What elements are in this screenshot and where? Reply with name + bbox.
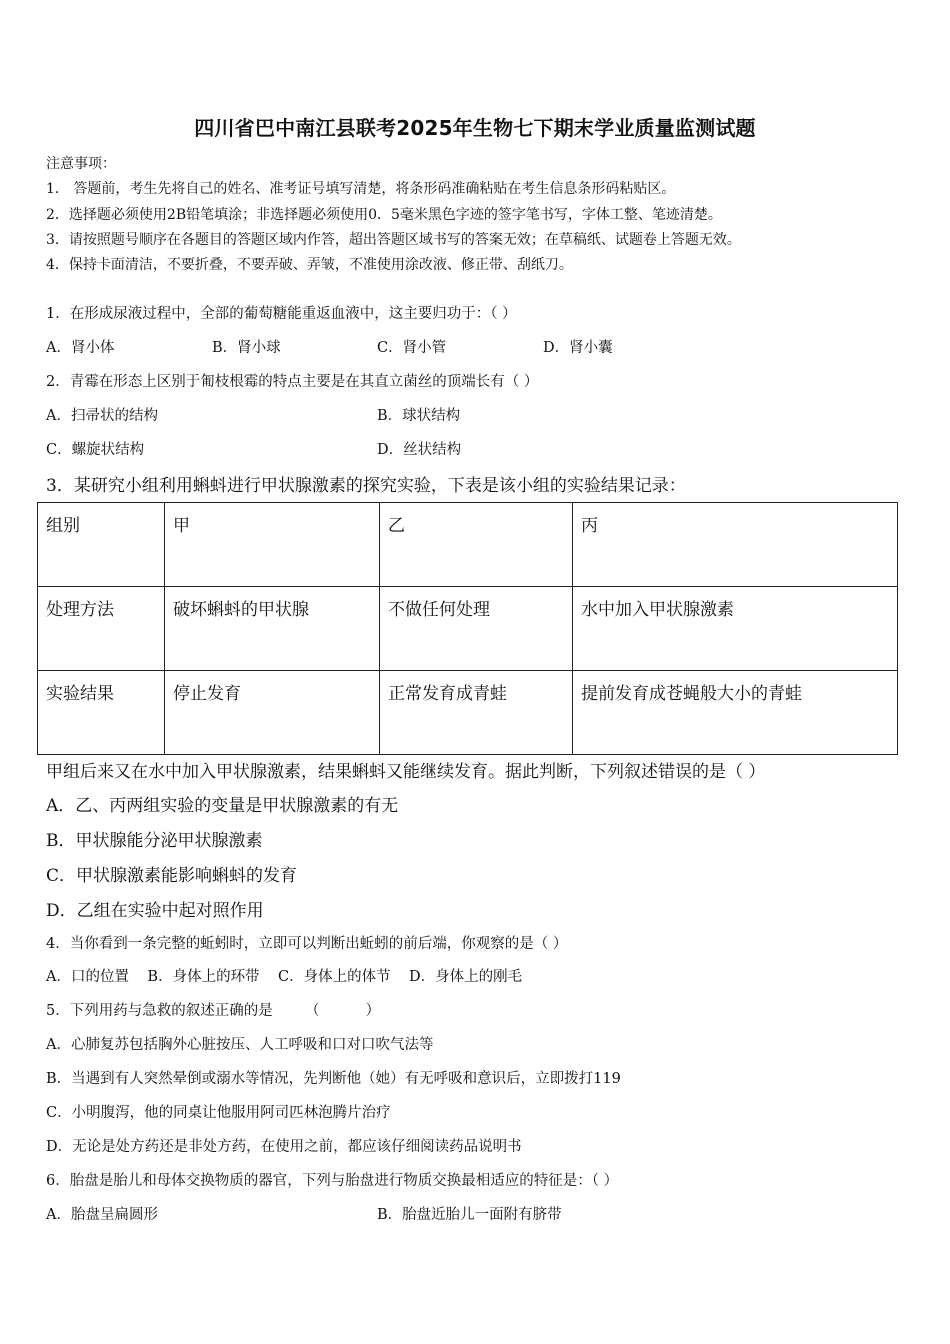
q5-option-b: B．当遇到有人突然晕倒或溺水等情况，先判断他（她）有无呼吸和意识后，立即拨打119: [46, 1071, 621, 1087]
q3-option-d: D．乙组在实验中起对照作用: [46, 901, 264, 921]
q3-stem: 3．某研究小组利用蝌蚪进行甲状腺激素的探究实验，下表是该小组的实验结果记录：: [46, 476, 686, 496]
q2-option-d: D．丝状结构: [377, 442, 462, 458]
q1-option-d: D．肾小囊: [543, 340, 613, 356]
note-2: 2．选择题必须使用2B铅笔填涂；非选择题必须使用0．5毫米黑色字迹的签字笔书写，字体工整、笔迹清楚。: [46, 207, 722, 223]
table-cell: 乙: [380, 503, 573, 587]
q5-stem: 5．下列用药与急救的叙述正确的是 （ ）: [46, 1003, 381, 1019]
q2-stem: 2．青霉在形态上区别于匍枝根霉的特点主要是在其直立菌丝的顶端长有（ ）: [46, 374, 539, 390]
q3-option-c: C．甲状腺激素能影响蝌蚪的发育: [46, 866, 298, 886]
q6-stem: 6．胎盘是胎儿和母体交换物质的器官，下列与胎盘进行物质交换最相适应的特征是：（ ）: [46, 1173, 619, 1189]
q2-option-b: B．球状结构: [377, 408, 461, 424]
q2-option-a: A．扫帚状的结构: [46, 408, 158, 424]
q3-option-b: B．甲状腺能分泌甲状腺激素: [46, 831, 263, 851]
q5-option-a: A．心肺复苏包括胸外心脏按压、人工呼吸和口对口吹气法等: [46, 1037, 434, 1053]
q6-option-a: A．胎盘呈扁圆形: [46, 1207, 158, 1223]
q1-stem: 1．在形成尿液过程中，全部的葡萄糖能重返血液中，这主要归功于：（ ）: [46, 306, 517, 322]
table-cell: 组别: [38, 503, 165, 587]
table-cell: 停止发育: [165, 671, 380, 755]
q6-option-b: B．胎盘近胎儿一面附有脐带: [377, 1207, 562, 1223]
table-cell: 丙: [573, 503, 898, 587]
table-cell: 破坏蝌蚪的甲状腺: [165, 587, 380, 671]
table-cell: 不做任何处理: [380, 587, 573, 671]
q3-option-a: A．乙、丙两组实验的变量是甲状腺激素的有无: [46, 796, 399, 816]
table-cell: 实验结果: [38, 671, 165, 755]
q1-option-c: C．肾小管: [377, 340, 447, 356]
experiment-table: [37, 502, 898, 755]
q3-followup: 甲组后来又在水中加入甲状腺激素，结果蝌蚪又能继续发育。据此判断，下列叙述错误的是（ ）: [46, 762, 766, 782]
table-row: [38, 587, 898, 671]
q5-option-d: D．无论是处方药还是非处方药，在使用之前，都应该仔细阅读药品说明书: [46, 1139, 522, 1155]
table-cell: 处理方法: [38, 587, 165, 671]
note-1: 1． 答题前，考生先将自己的姓名、准考证号填写清楚，将条形码准确粘贴在考生信息条形码粘贴区。: [46, 181, 676, 197]
table-row: [38, 503, 898, 587]
q2-option-c: C．螺旋状结构: [46, 442, 145, 458]
q4-stem: 4．当你看到一条完整的蚯蚓时，立即可以判断出蚯蚓的前后端，你观察的是（ ）: [46, 936, 568, 952]
table-row: [38, 671, 898, 755]
q1-option-a: A．肾小体: [46, 340, 115, 356]
page-title: 四川省巴中南江县联考2025年生物七下期末学业质量监测试题: [194, 116, 756, 140]
q5-option-c: C．小明腹泻，他的同桌让他服用阿司匹林泡腾片治疗: [46, 1105, 391, 1121]
table-cell: 正常发育成青蛙: [380, 671, 573, 755]
table-cell: 甲: [165, 503, 380, 587]
table-cell: 水中加入甲状腺激素: [573, 587, 898, 671]
table-cell: 提前发育成苍蝇般大小的青蛙: [573, 671, 898, 755]
notes-heading: 注意事项：: [46, 156, 116, 172]
q1-option-b: B．肾小球: [212, 340, 281, 356]
q4-options: A．口的位置 B．身体上的环带 C．身体上的体节 D．身体上的刚毛: [46, 969, 523, 985]
note-4: 4．保持卡面清洁，不要折叠，不要弄破、弄皱，不准使用涂改液、修正带、刮纸刀。: [46, 257, 573, 273]
note-3: 3．请按照题号顺序在各题目的答题区域内作答，超出答题区域书写的答案无效；在草稿纸、试题卷上答题无效。: [46, 232, 741, 248]
